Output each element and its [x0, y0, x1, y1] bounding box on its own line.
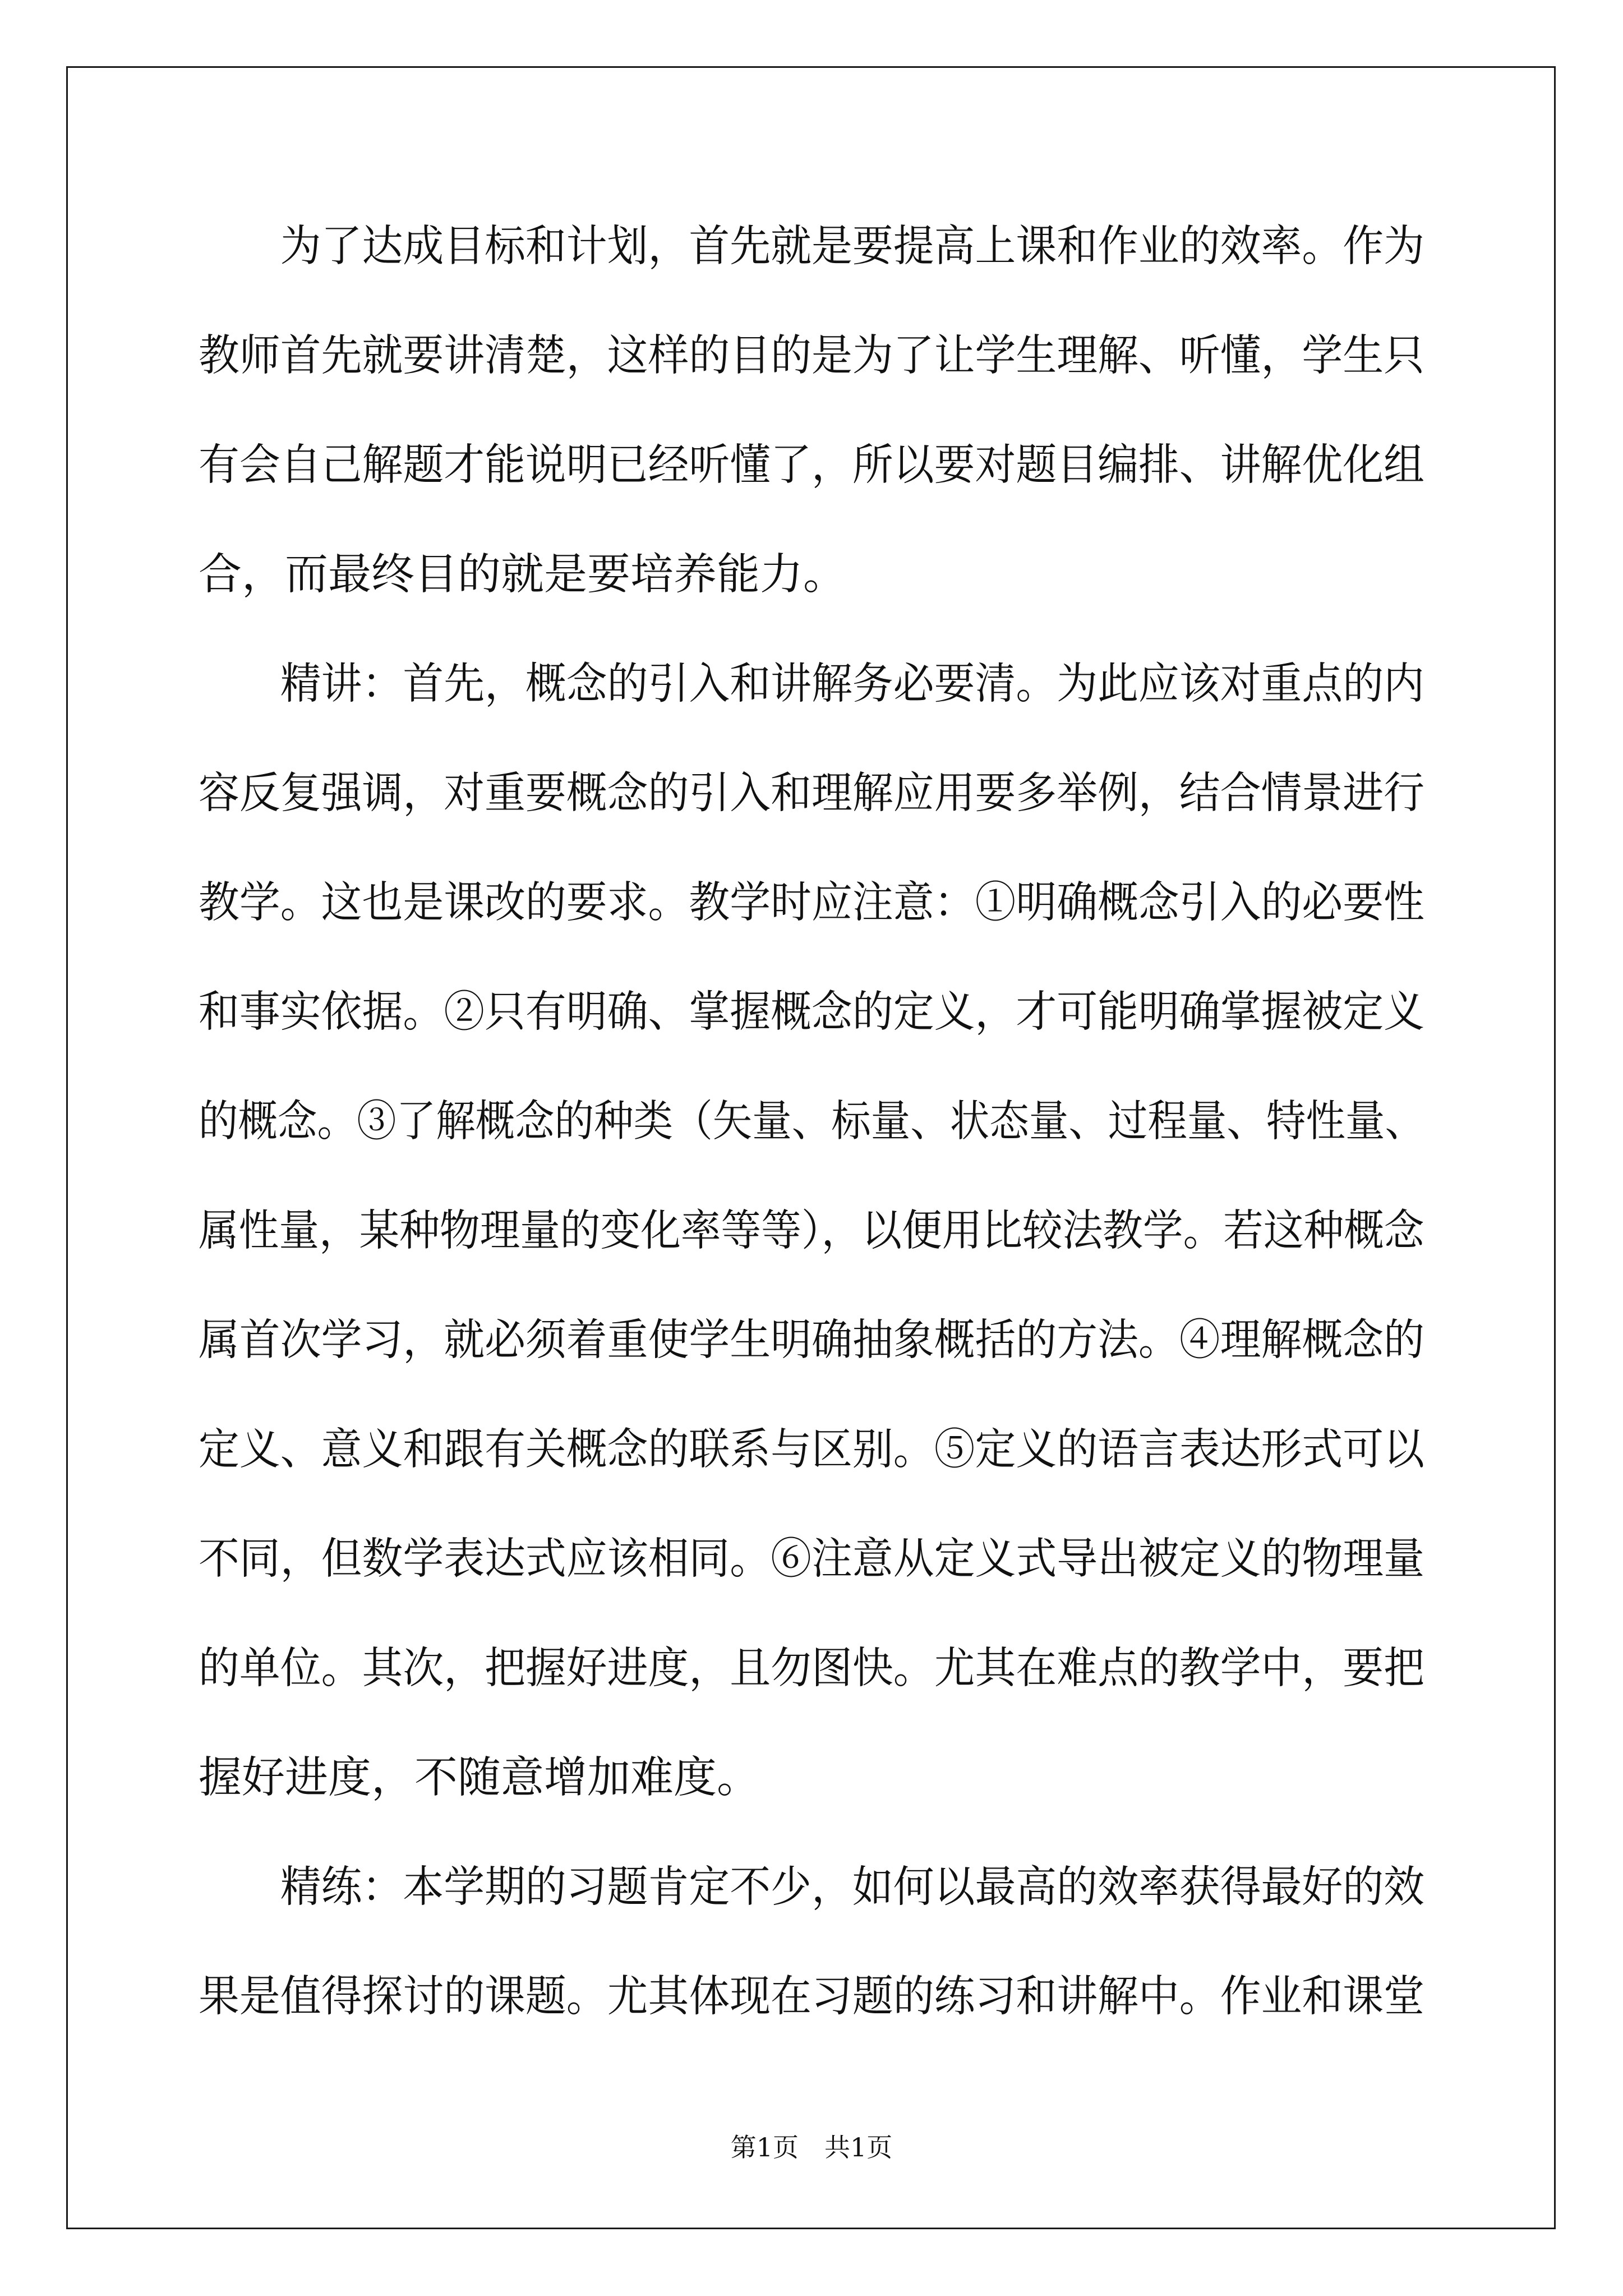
text-line: 果是值得探讨的课题。尤其体现在习题的练习和讲解中。作业和课堂	[199, 1972, 1424, 2022]
text-line: 为了达成目标和计划，首先就是要提高上课和作业的效率。作为	[199, 222, 1424, 272]
text-line: 属性量，某种物理量的变化率等等），以便用比较法教学。若这种概念	[199, 1206, 1424, 1256]
text-line: 精练：本学期的习题肯定不少，如何以最高的效率获得最好的效	[199, 1862, 1424, 1912]
text-line: 精讲：首先，概念的引入和讲解务必要清。为此应该对重点的内	[199, 659, 1424, 709]
text-line: 教师首先就要讲清楚，这样的目的是为了让学生理解、听懂，学生只	[199, 331, 1424, 381]
text-line: 定义、意义和跟有关概念的联系与区别。⑤定义的语言表达形式可以	[199, 1425, 1424, 1475]
text-line: 不同，但数学表达式应该相同。⑥注意从定义式导出被定义的物理量	[199, 1534, 1424, 1584]
text-line: 有会自己解题才能说明已经听懂了，所以要对题目编排、讲解优化组	[199, 440, 1424, 490]
text-line: 的单位。其次，把握好进度，且勿图快。尤其在难点的教学中，要把	[199, 1644, 1424, 1694]
text-line: 容反复强调，对重要概念的引入和理解应用要多举例，结合情景进行	[199, 769, 1424, 818]
text-line: 合，而最终目的就是要培养能力。	[199, 550, 846, 600]
text-line: 的概念。③了解概念的种类（矢量、标量、状态量、过程量、特性量、	[199, 1097, 1424, 1147]
text-line: 握好进度，不随意增加难度。	[199, 1753, 760, 1803]
page-footer: 第1页 共1页	[730, 2132, 893, 2162]
text-line: 教学。这也是课改的要求。教学时应注意：①明确概念引入的必要性	[199, 878, 1424, 928]
text-line: 和事实依据。②只有明确、掌握概念的定义，才可能明确掌握被定义	[199, 987, 1424, 1037]
text-line: 属首次学习，就必须着重使学生明确抽象概括的方法。④理解概念的	[199, 1315, 1424, 1365]
